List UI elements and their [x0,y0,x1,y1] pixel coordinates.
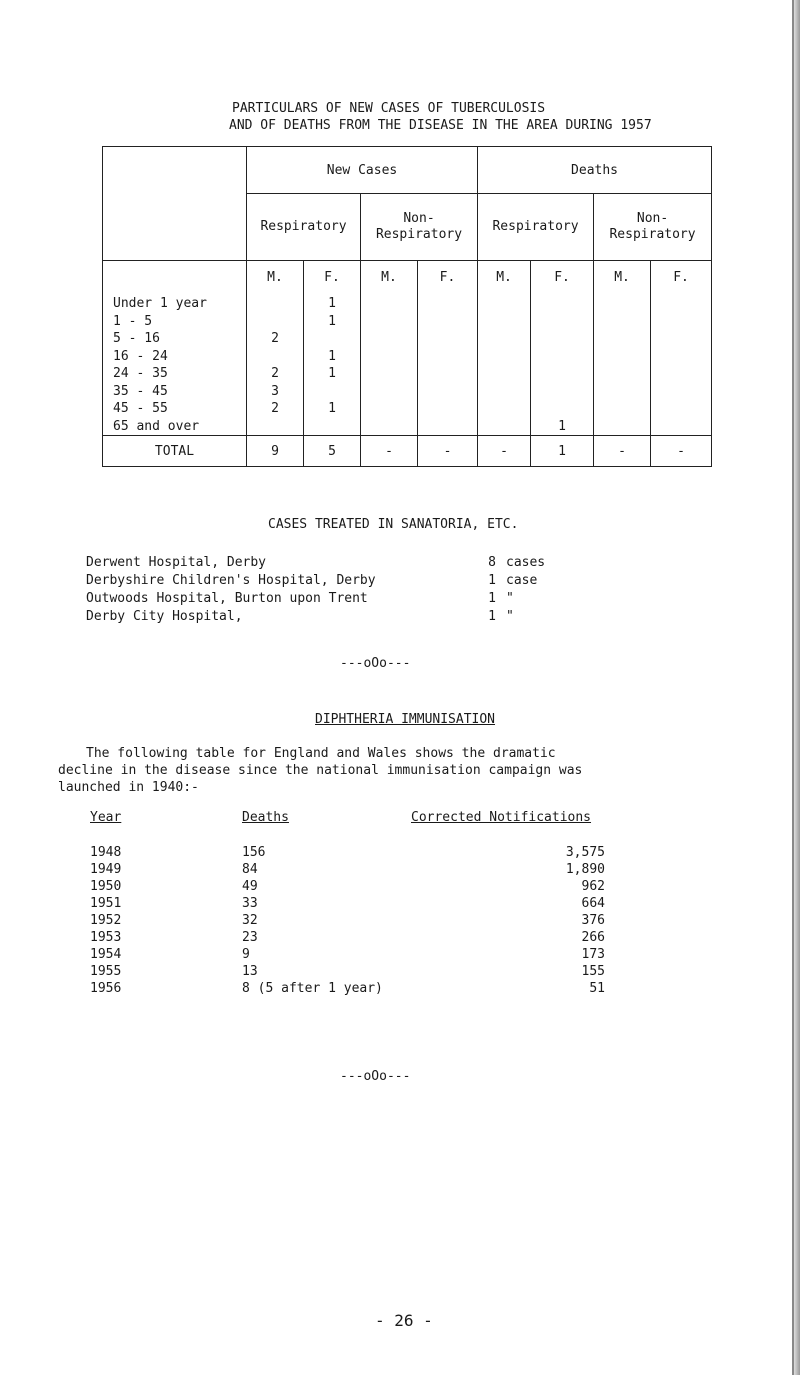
total-cell: - [594,436,651,467]
tuberculosis-table [102,146,712,467]
table-cell-value [651,313,711,331]
case-unit: " [506,609,514,624]
diphtheria-row [90,980,630,997]
table-cell-value [361,400,417,418]
deaths-cell: 33 [242,896,258,911]
age-group: 45 - 55 [113,401,168,416]
table-cell-value [531,313,593,331]
table-cell-value [531,400,593,418]
case-count: 1 [488,609,496,624]
table-cell-value [651,348,711,366]
deaths-cell: 9 [242,947,250,962]
hospital-name: Derbyshire Children's Hospital, Derby [86,573,376,588]
deaths-cell: 32 [242,913,258,928]
total-cell: - [361,436,418,467]
age-group: 16 - 24 [113,348,168,364]
table-cell-value [594,313,650,331]
age-group-labels [103,261,247,436]
table-cell-value: 2 [271,401,279,416]
table-cell-value [361,313,417,331]
intro-line: The following table for England and Wales shows the dramatic [86,746,556,761]
table-cell-value [361,383,417,401]
table-cell-value [418,365,477,383]
table-cell-value [247,418,303,436]
deaths-cell: 84 [242,862,258,877]
diphtheria-row [90,895,630,912]
hospital-name: Derby City Hospital, [86,609,243,624]
total-cell: - [478,436,531,467]
year-cell: 1953 [90,930,122,945]
table-cell-value: 1 [328,313,336,329]
table-cell-value [651,330,711,348]
table-cell-value [531,295,593,313]
year-cell: 1950 [90,879,122,894]
table-cell-value [651,365,711,383]
col-deaths-resp-m [478,261,531,436]
case-count: 1 [488,591,496,606]
sanatoria-row [86,608,606,626]
table-cell-value [594,295,650,313]
table-cell-value [594,330,650,348]
year-cell: 1954 [90,947,122,962]
table-cell-value [594,383,650,401]
sex-label: M. [381,270,397,285]
age-group: 5 - 16 [113,331,160,346]
total-cell: - [651,436,712,467]
sanatoria-row [86,590,606,608]
year-cell: 1949 [90,862,122,877]
notifications-cell: 173 [581,947,605,962]
table-cell-value [418,313,477,331]
deaths-non-respiratory-header: Non- Respiratory [594,194,712,261]
table-cell-value [531,383,593,401]
table-cell-value [651,400,711,418]
sex-label: F. [554,270,570,285]
sanatoria-row [86,554,606,572]
col-deaths-header: Deaths [242,810,289,825]
table-cell-value [478,400,530,418]
age-group: 1 - 5 [113,313,153,329]
case-unit: case [506,573,538,588]
notifications-cell: 664 [581,896,605,911]
total-cell: 1 [531,436,594,467]
col-new-resp-f [304,261,361,436]
diphtheria-row [90,912,630,929]
table-cell-value [478,383,530,401]
table-cell-value [594,418,650,436]
deaths-cell: 49 [242,879,258,894]
table-cell-value [651,418,711,436]
hospital-name: Outwoods Hospital, Burton upon Trent [86,591,368,606]
notifications-cell: 962 [581,879,605,894]
total-cell: - [418,436,478,467]
col-notifications-header: Corrected Notifications [411,810,592,825]
hospital-name: Derwent Hospital, Derby [86,555,267,570]
table-cell-value [531,348,593,366]
notifications-cell: 1,890 [565,862,605,877]
page-number: - 26 - [375,1311,433,1330]
page-edge-shadow [794,0,800,1375]
table-cell-value [361,330,417,348]
diphtheria-row [90,929,630,946]
table-cell-value [478,313,530,331]
diphtheria-row [90,861,630,878]
table-cell-value [418,295,477,313]
deaths-cell: 8 (5 after 1 year) [242,981,383,996]
sex-label: F. [673,270,689,285]
year-cell: 1948 [90,845,122,860]
table-cell-value [361,365,417,383]
table-cell-value [478,418,530,436]
table-cell-value: 2 [271,366,279,381]
diphtheria-row [90,963,630,980]
intro-line: decline in the disease since the national immunisation campaign was [58,763,583,778]
total-cell: 5 [304,436,361,467]
table-cell-value [247,313,303,331]
table-cell-value [361,418,417,436]
age-group: 65 and over [113,418,200,434]
separator-2: ---oOo--- [340,1069,411,1084]
table-cell-value [361,348,417,366]
notifications-cell: 51 [589,981,605,996]
col-deaths-resp-f [531,261,594,436]
table-cell-value [247,348,303,366]
table-cell-value [478,365,530,383]
col-new-nonresp-f [418,261,478,436]
sex-label: M. [267,270,283,285]
table-cell-value [304,330,360,348]
sanatoria-row [86,572,606,590]
notifications-cell: 266 [581,930,605,945]
corner-cell [103,147,247,261]
intro-line: launched in 1940:- [58,780,199,795]
table-cell-value [651,383,711,401]
year-cell: 1952 [90,913,122,928]
year-cell: 1956 [90,981,122,996]
col-new-resp-m [247,261,304,436]
sex-label: F. [439,270,456,285]
deaths-cell: 13 [242,964,258,979]
table-cell-value: 3 [271,383,279,399]
notifications-cell: 155 [581,964,605,979]
col-deaths-nonresp-f [651,261,712,436]
total-cell: 9 [247,436,304,467]
separator: ---oOo--- [340,656,411,671]
deaths-cell: 156 [242,845,266,860]
col-deaths-nonresp-m [594,261,651,436]
sex-label: M. [614,270,630,285]
table-cell-value [418,348,477,366]
table-cell-value: 1 [328,366,336,381]
table-cell-value [247,295,303,313]
age-group: 35 - 45 [113,383,168,399]
table-cell-value [478,348,530,366]
new-non-respiratory-header: Non- Respiratory [361,194,478,261]
table-cell-value [594,400,650,418]
table-cell-value [651,295,711,313]
table-cell-value [478,295,530,313]
case-count: 1 [488,573,496,588]
notifications-cell: 376 [581,913,605,928]
case-count: 8 [488,555,496,570]
age-group: 24 - 35 [113,366,168,381]
table-cell-value [418,400,477,418]
year-cell: 1955 [90,964,122,979]
table-cell-value: 1 [328,348,336,364]
table-cell-value: 1 [558,418,566,434]
sex-label: F. [324,270,340,285]
sex-label: M. [496,270,512,285]
diphtheria-row [90,878,630,895]
case-unit: cases [506,555,546,570]
table-cell-value [478,330,530,348]
table-cell-value [304,383,360,401]
table-cell-value: 1 [328,401,336,416]
diphtheria-row [90,946,630,963]
col-year-header: Year [90,810,122,825]
deaths-cell: 23 [242,930,258,945]
year-cell: 1951 [90,896,122,911]
title-line-2: AND OF DEATHS FROM THE DISEASE IN THE AREA DURING 1957 [229,118,652,133]
notifications-cell: 3,575 [565,845,605,860]
page-edge-line [792,0,794,1375]
diphtheria-row [90,844,630,861]
table-cell-value [418,383,477,401]
new-cases-header: New Cases [247,147,478,194]
case-unit: " [506,591,514,606]
table-cell-value: 1 [328,296,336,311]
deaths-respiratory-header: Respiratory [478,194,594,261]
table-cell-value [531,330,593,348]
sanatoria-heading: CASES TREATED IN SANATORIA, ETC. [268,517,519,532]
table-cell-value [418,418,477,436]
table-cell-value [594,365,650,383]
age-group: Under 1 year [113,296,207,311]
table-cell-value [418,330,477,348]
table-cell-value [304,418,360,436]
table-cell-value: 2 [271,331,279,346]
title-line-1: PARTICULARS OF NEW CASES OF TUBERCULOSIS [232,101,546,116]
diphtheria-heading: DIPHTHERIA IMMUNISATION [315,712,496,727]
table-cell-value [594,348,650,366]
table-cell-value [361,295,417,313]
new-respiratory-header: Respiratory [247,194,361,261]
col-new-nonresp-m [361,261,418,436]
table-cell-value [531,365,593,383]
deaths-header: Deaths [478,147,712,194]
total-label: TOTAL [103,436,247,467]
